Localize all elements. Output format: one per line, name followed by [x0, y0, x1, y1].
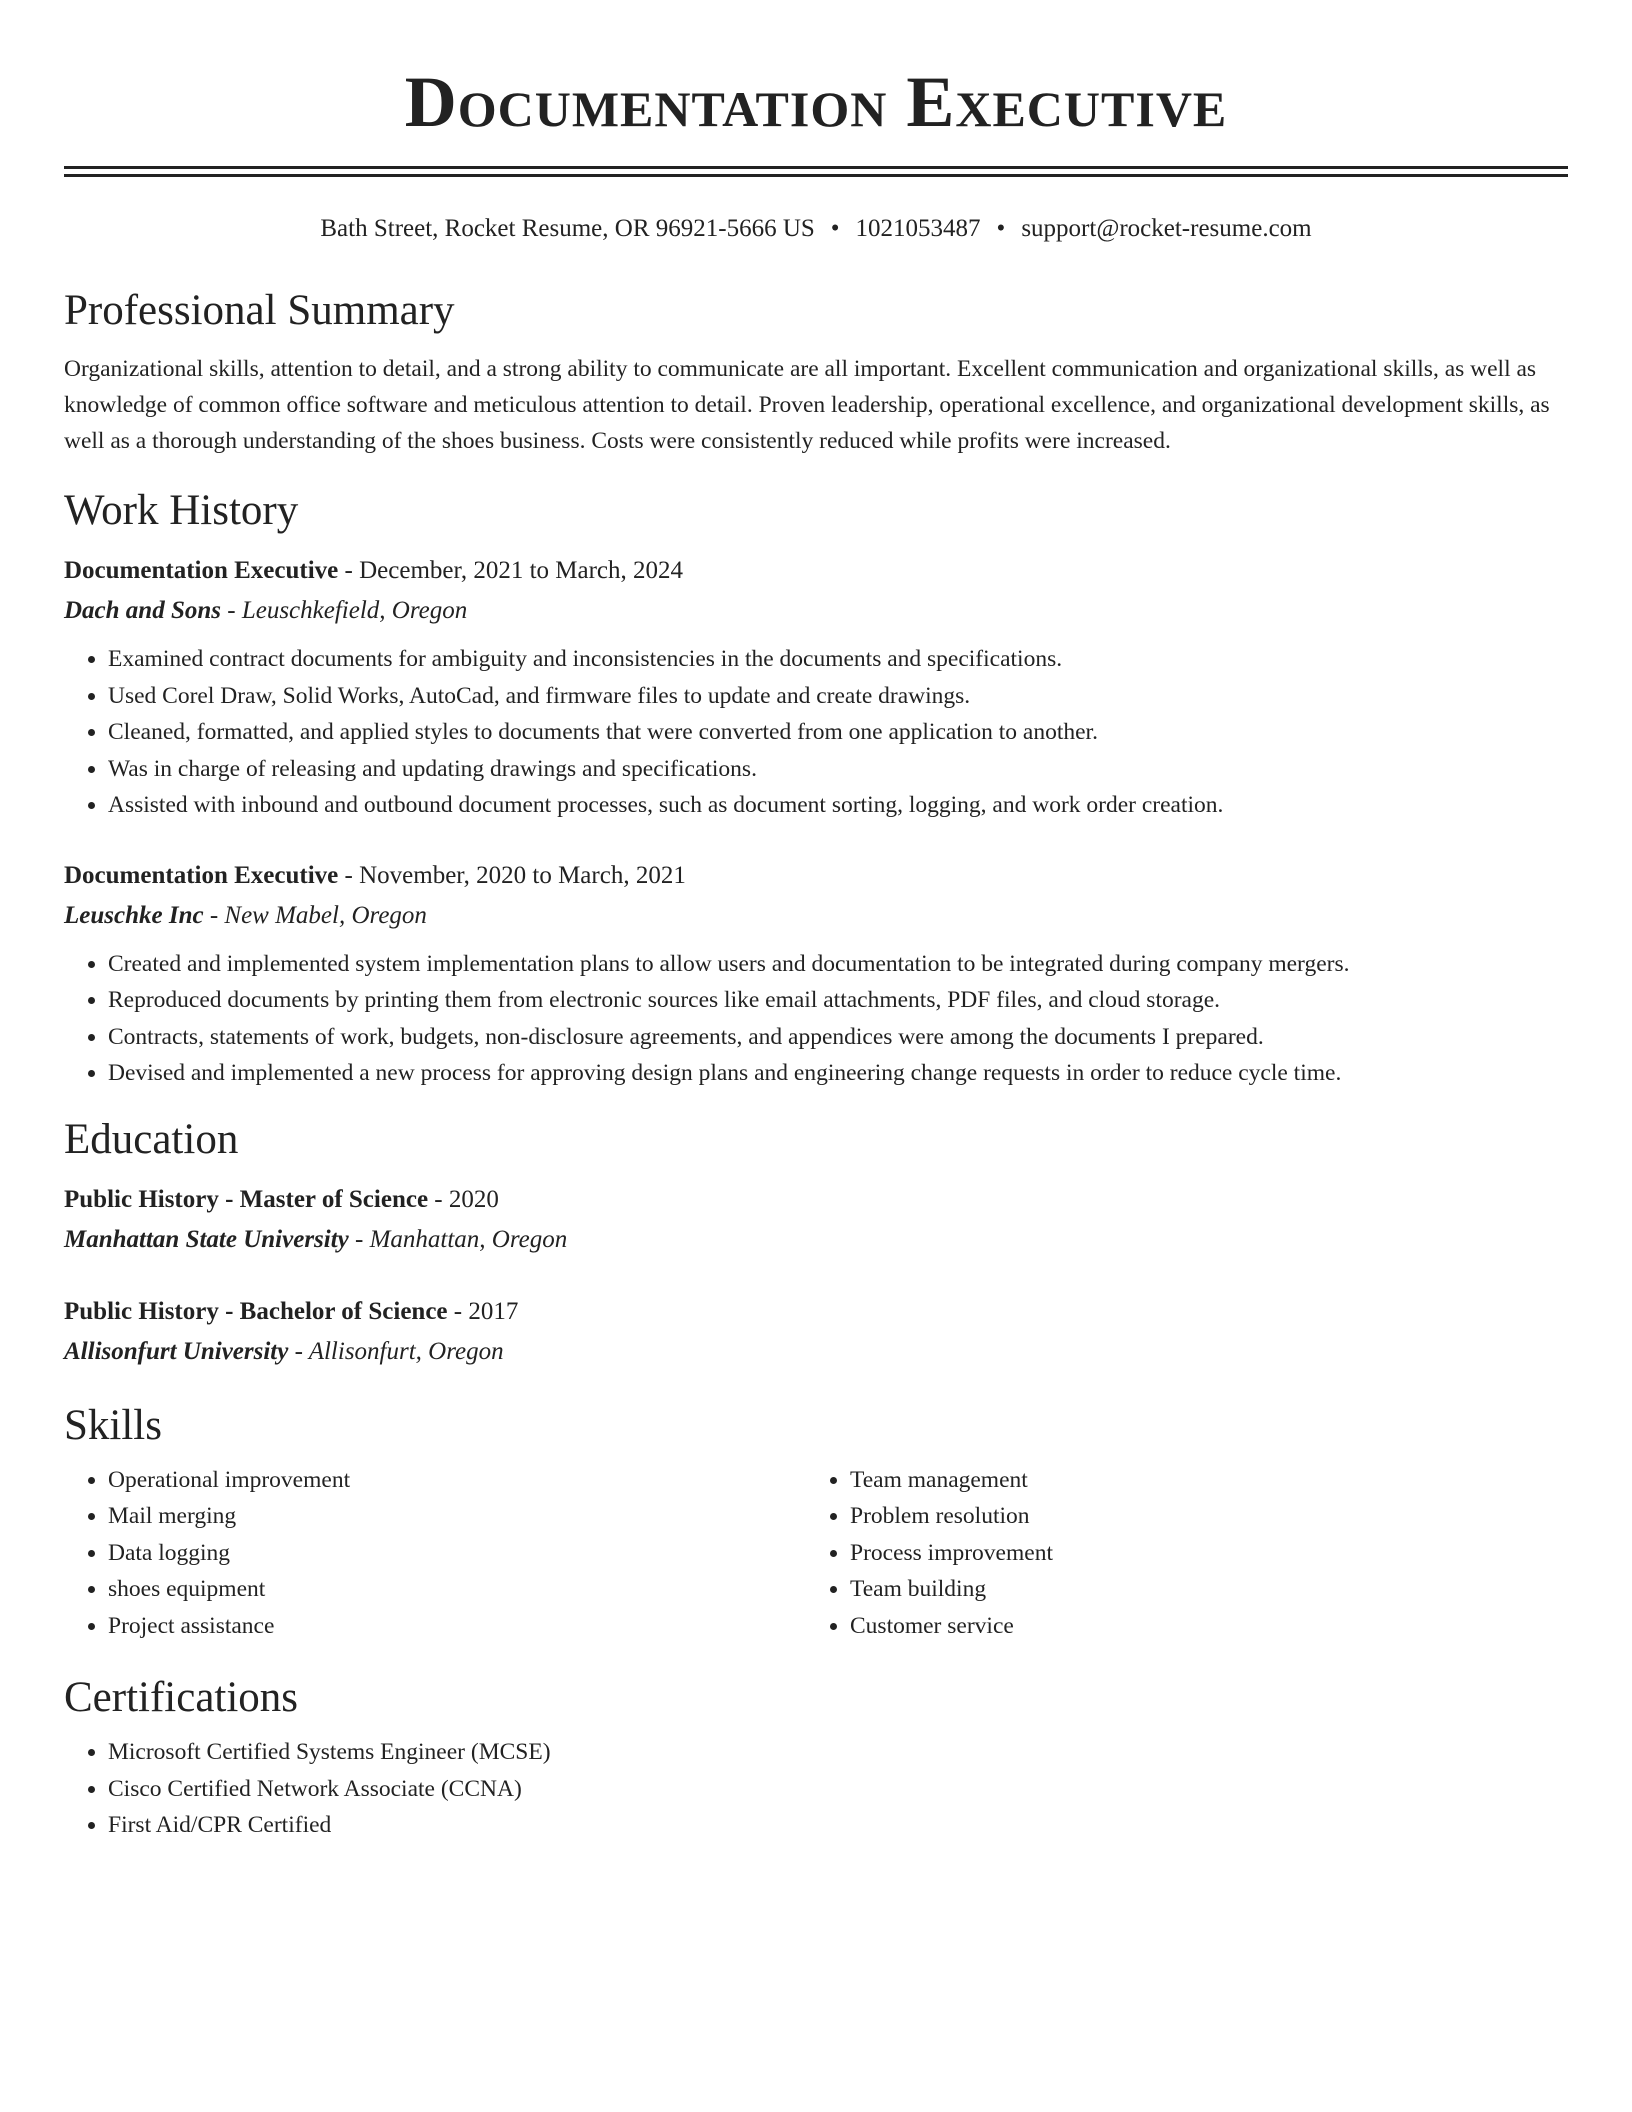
list-item: • shoes equipment	[108, 1571, 806, 1608]
list-item: • Devised and implemented a new process for approving design plans and engineering change requests in order to reduce cycle time.	[108, 1055, 1568, 1092]
list-item: • Created and implemented system implementation plans to allow users and documentation to be integrated during company mergers.	[108, 946, 1568, 983]
skills-column-left	[64, 1462, 806, 1645]
work-entry	[64, 551, 1568, 824]
education-section-title: Education	[64, 1115, 239, 1163]
education-entry	[64, 1180, 1568, 1260]
job-company: Leuschke Inc	[64, 901, 204, 929]
list-item: • Mail merging	[108, 1498, 806, 1535]
school-name: Manhattan State University	[64, 1225, 349, 1253]
degree-line	[64, 1180, 1568, 1220]
job-location: - New Mabel, Oregon	[203, 901, 427, 929]
list-item: • Was in charge of releasing and updating drawings and specifications.	[108, 751, 1568, 788]
work-history-section-title: Work History	[64, 487, 299, 534]
list-item: • Assisted with inbound and outbound document processes, such as document sorting, logging, and work order creation.	[108, 787, 1568, 824]
list-item: • Operational improvement	[108, 1462, 806, 1499]
school-name: Allisonfurt University	[64, 1337, 289, 1365]
degree-year: - 2017	[447, 1297, 519, 1325]
list-item: • Problem resolution	[850, 1498, 1548, 1535]
education-entry	[64, 1292, 1568, 1372]
job-company: Dach and Sons	[64, 597, 221, 624]
school-line	[64, 1332, 1568, 1372]
degree-name: Public History - Master of Science	[64, 1185, 429, 1213]
skills-column-right	[806, 1462, 1548, 1645]
list-item: • Team building	[850, 1571, 1548, 1608]
degree-name: Public History - Bachelor of Science	[64, 1297, 448, 1325]
header-double-rule	[64, 166, 1568, 177]
school-line	[64, 1220, 1568, 1260]
list-item: • Customer service	[850, 1608, 1548, 1645]
job-dates: - November, 2020 to March, 2021	[338, 861, 686, 889]
contact-line	[64, 213, 1568, 245]
list-item: • Used Corel Draw, Solid Works, AutoCad, and firmware files to update and create drawings.	[108, 678, 1568, 715]
contact-email: support@rocket-resume.com	[1021, 215, 1312, 242]
job-bullet-list	[64, 641, 1568, 824]
list-item: • Cisco Certified Network Associate (CCNA)	[108, 1771, 1568, 1808]
school-location: - Manhattan, Oregon	[348, 1225, 568, 1253]
degree-line	[64, 1292, 1568, 1332]
list-item: • First Aid/CPR Certified	[108, 1807, 1568, 1844]
resume-name-heading: Documentation Executive	[404, 62, 1228, 142]
skills-section-title: Skills	[64, 1401, 162, 1449]
work-entry	[64, 856, 1568, 1092]
job-bullet-list	[64, 946, 1568, 1092]
skills-list	[806, 1462, 1548, 1645]
list-item: • Team management	[850, 1462, 1548, 1499]
job-title: Documentation Executive	[64, 861, 339, 889]
contact-address: Bath Street, Rocket Resume, OR 96921-5666 US	[320, 215, 815, 242]
job-dates: - December, 2021 to March, 2024	[338, 557, 684, 584]
school-location: - Allisonfurt, Oregon	[288, 1337, 504, 1365]
list-item: • Project assistance	[108, 1608, 806, 1645]
job-header	[64, 856, 1568, 896]
certifications-list	[64, 1734, 1568, 1844]
job-company-line	[64, 896, 1568, 936]
list-item: • Microsoft Certified Systems Engineer (MCSE)	[108, 1734, 1568, 1771]
skills-grid	[64, 1462, 1568, 1645]
list-item: • Reproduced documents by printing them from electronic sources like email attachments, PDF files, and cloud storage.	[108, 982, 1568, 1019]
list-item: • Process improvement	[850, 1535, 1548, 1572]
job-header	[64, 551, 1568, 591]
job-title: Documentation Executive	[64, 557, 339, 584]
skills-list	[64, 1462, 806, 1645]
list-item: • Data logging	[108, 1535, 806, 1572]
degree-year: - 2020	[428, 1185, 499, 1213]
contact-phone: 1021053487	[855, 215, 981, 242]
list-item: • Cleaned, formatted, and applied styles to documents that were converted from one application to another.	[108, 714, 1568, 751]
contact-separator: •	[830, 215, 840, 242]
job-company-line	[64, 591, 1568, 631]
summary-section-title: Professional Summary	[64, 287, 455, 334]
job-location: - Leuschkefield, Oregon	[221, 597, 468, 624]
list-item: • Contracts, statements of work, budgets, non-disclosure agreements, and appendices were among the documents I prepared.	[108, 1019, 1568, 1056]
certifications-section-title: Certifications	[64, 1674, 299, 1721]
contact-separator: •	[996, 215, 1006, 242]
summary-text: Organizational skills, attention to detail, and a strong ability to communicate are all important. Excellent communication and organizational skills, as well as knowledge of common office software and meticulous attention to detail. Proven leadership, operational excellence, and organizational development skills, as well as a thorough understanding of the shoes business. Costs were consistently reduced while profits were increased.	[64, 356, 1550, 454]
list-item: • Examined contract documents for ambiguity and inconsistencies in the documents and specifications.	[108, 641, 1568, 678]
